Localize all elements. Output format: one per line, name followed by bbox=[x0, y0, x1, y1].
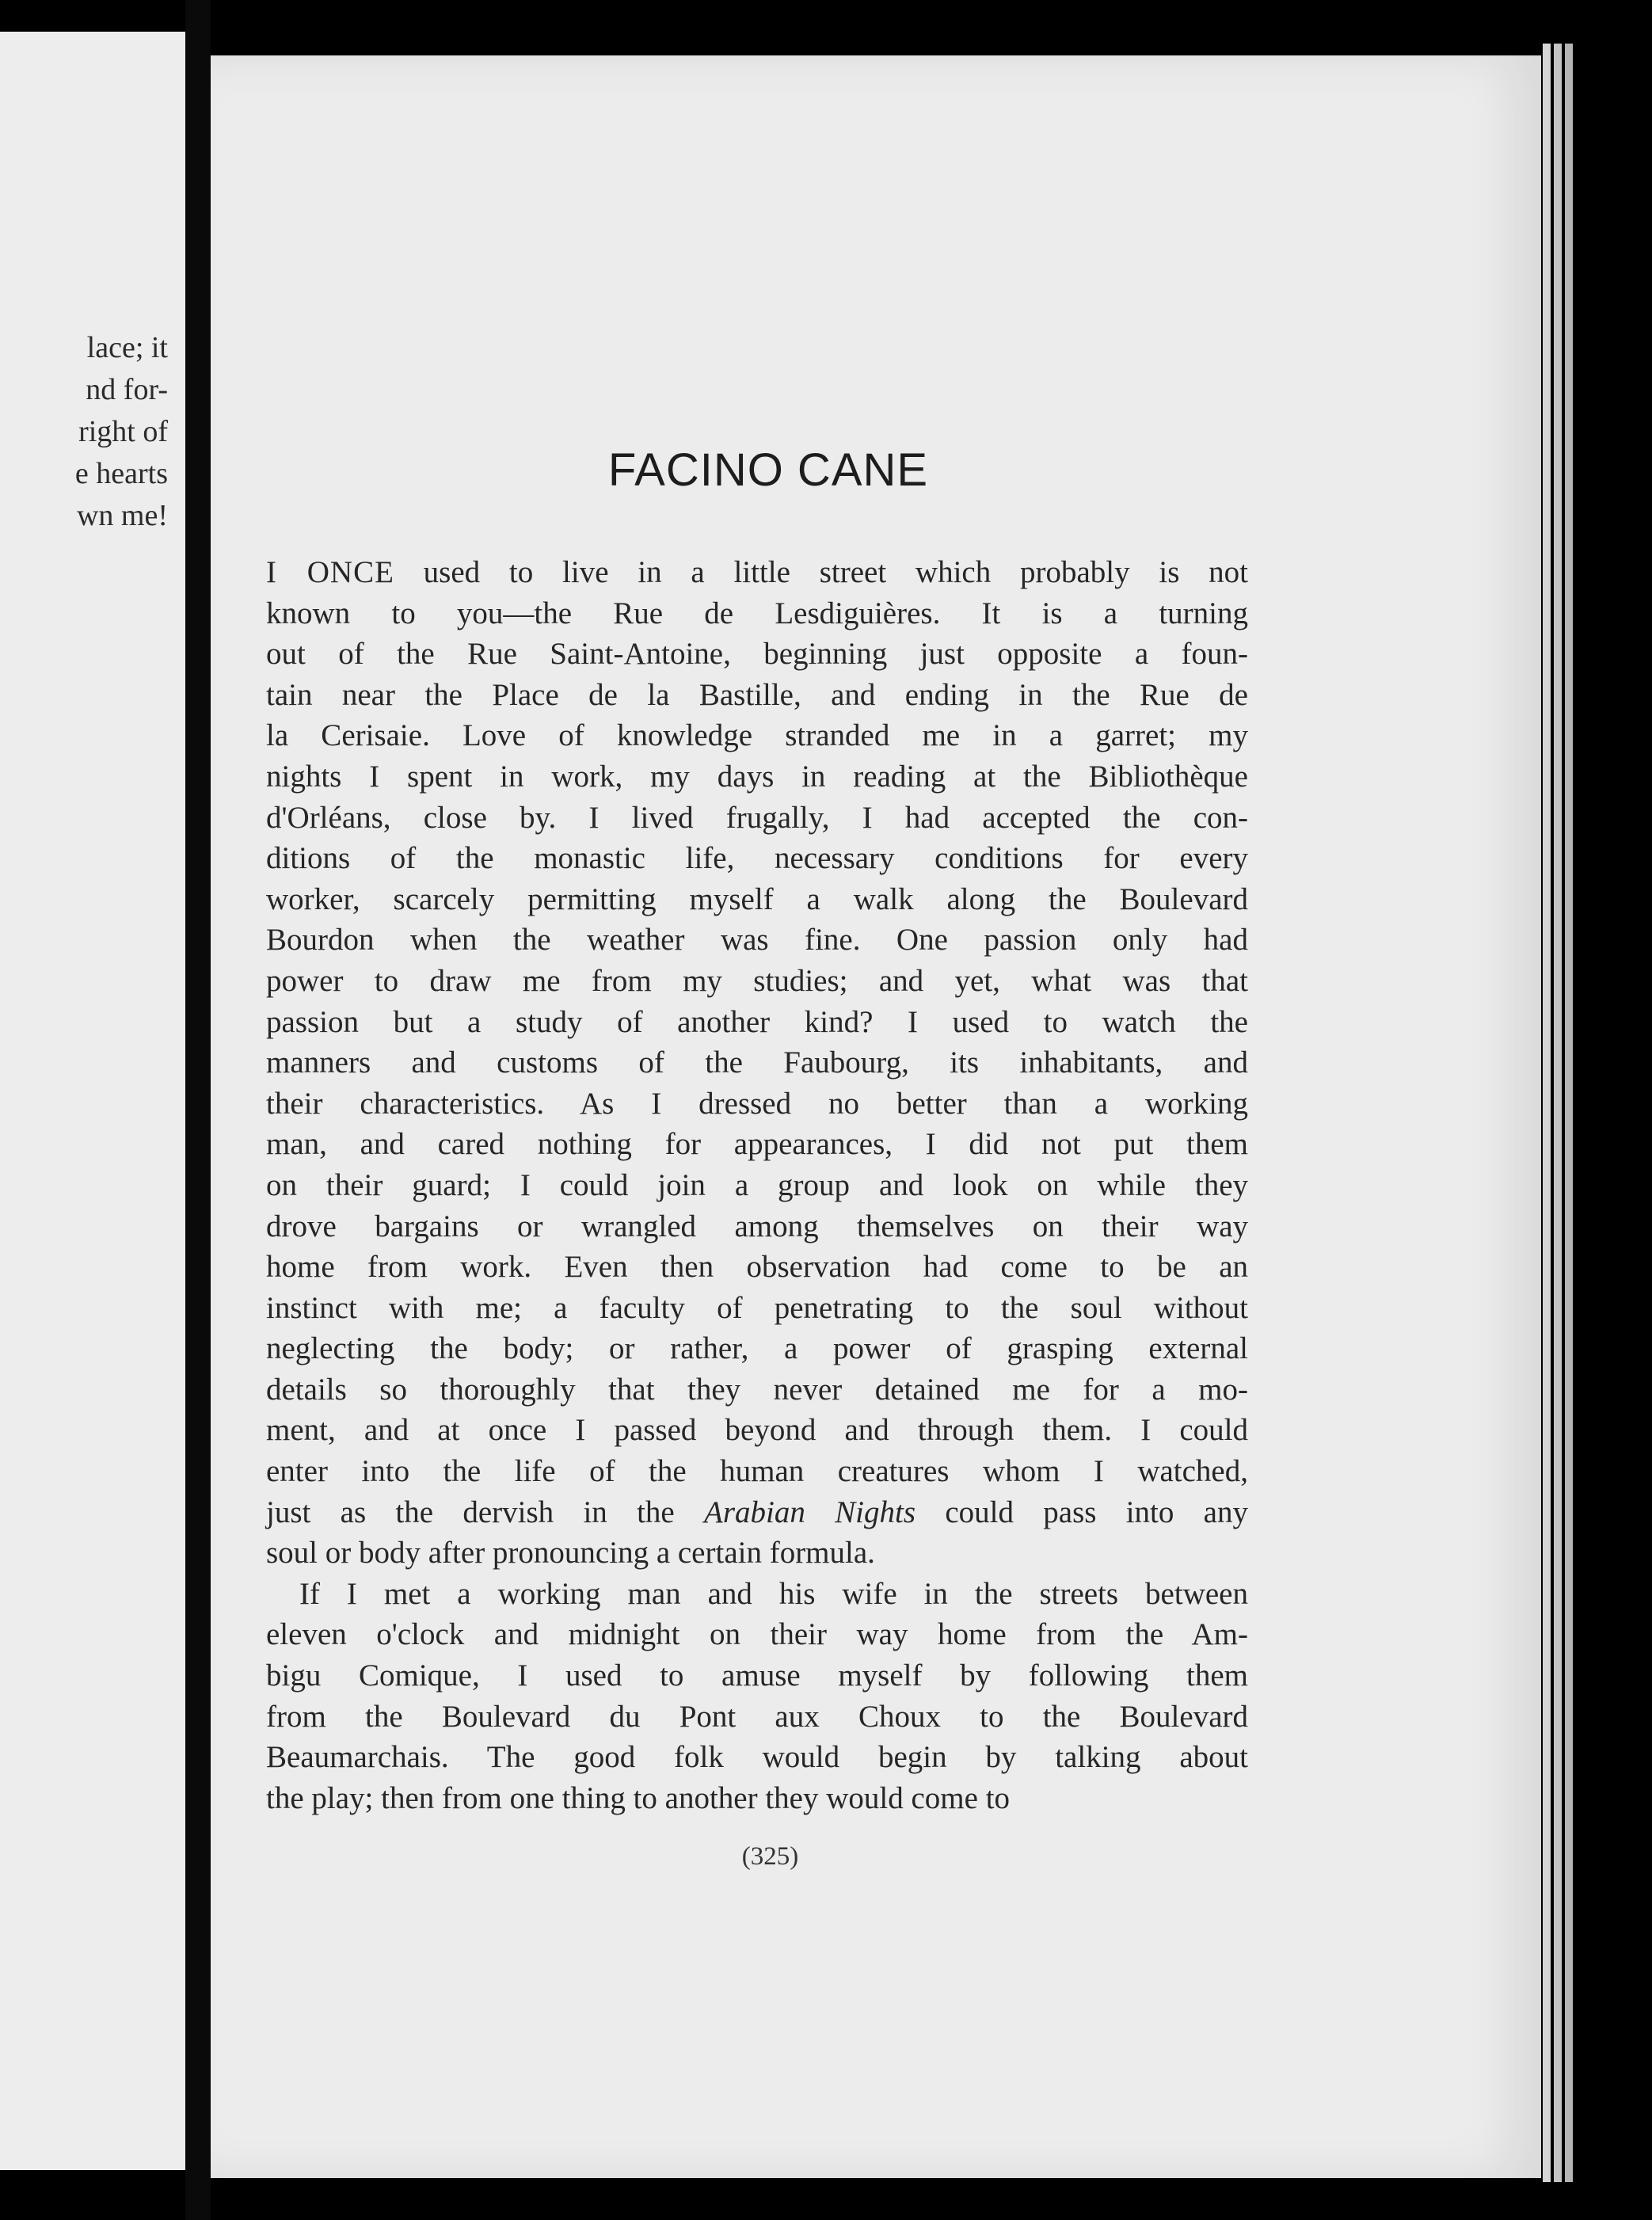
text-segment: ment, and at once I passed beyond and through them. I could bbox=[266, 1413, 1248, 1448]
text-segment: tain near the Place de la Bastille, and ending in the Rue de bbox=[266, 677, 1248, 712]
text-line bbox=[266, 1042, 1248, 1083]
text-segment: the play; then from one thing to another they would come to bbox=[266, 1780, 1011, 1815]
text-segment: used to live in a little street which probably is not bbox=[394, 555, 1248, 589]
text-segment: manners and customs of the Faubourg, its inhabitants, and bbox=[266, 1045, 1248, 1080]
text-line bbox=[266, 1574, 1248, 1615]
text-segment: instinct with me; a faculty of penetrating to the soul without bbox=[266, 1290, 1248, 1325]
text-line bbox=[266, 1451, 1248, 1492]
text-line bbox=[266, 715, 1248, 756]
text-segment: Beaumarchais. The good folk would begin by talking about bbox=[266, 1740, 1248, 1775]
text-segment: man, and cared nothing for appearances, I did not put them bbox=[266, 1127, 1248, 1162]
text-line bbox=[266, 879, 1248, 920]
text-line bbox=[266, 838, 1248, 879]
text-segment: power to draw me from my studies; and yet, what was that bbox=[266, 963, 1248, 998]
text-segment: from the Boulevard du Pont aux Choux to the Boulevard bbox=[266, 1699, 1248, 1734]
text-line bbox=[266, 1247, 1248, 1288]
text-line bbox=[266, 1288, 1248, 1329]
text-segment: drove bargains or wrangled among themselves on their way bbox=[266, 1209, 1248, 1243]
page-edge bbox=[1565, 44, 1573, 2182]
text-segment: details so thoroughly that they never detained me for a mo- bbox=[266, 1372, 1248, 1407]
left-page-fragment: nd for- bbox=[86, 373, 168, 406]
text-line bbox=[266, 1778, 1248, 1819]
text-segment: bigu Comique, I used to amuse myself by following them bbox=[266, 1658, 1248, 1693]
text-segment: enter into the life of the human creatures whom I watched, bbox=[266, 1454, 1248, 1489]
text-line bbox=[266, 1410, 1248, 1451]
text-line bbox=[266, 634, 1248, 675]
chapter-body bbox=[266, 552, 1248, 1818]
text-segment: out of the Rue Saint-Antoine, beginning just opposite a foun- bbox=[266, 637, 1248, 672]
text-segment: home from work. Even then observation had come to be an bbox=[266, 1250, 1248, 1285]
left-page-fragment: right of bbox=[78, 415, 168, 448]
left-page-fragment: lace; it bbox=[86, 331, 168, 364]
text-segment: their characteristics. As I dressed no better than a working bbox=[266, 1086, 1248, 1121]
text-line bbox=[266, 1614, 1248, 1655]
text-segment: on their guard; I could join a group and look on while they bbox=[266, 1167, 1248, 1202]
text-line bbox=[266, 1002, 1248, 1043]
text-line bbox=[266, 1206, 1248, 1247]
text-segment: could pass into any bbox=[915, 1495, 1248, 1529]
text-segment: Bourdon when the weather was fine. One passion only had bbox=[266, 923, 1248, 958]
text-line bbox=[266, 1165, 1248, 1206]
text-segment: d'Orléans, close by. I lived frugally, I had accepted the con- bbox=[266, 800, 1248, 835]
text-segment: neglecting the body; or rather, a power of grasping external bbox=[266, 1331, 1248, 1366]
page-edge bbox=[1554, 44, 1562, 2182]
text-line bbox=[266, 1737, 1248, 1778]
text-segment: worker, scarcely permitting myself a walk along the Boulevard bbox=[266, 882, 1248, 916]
text-segment: la Cerisaie. Love of knowledge stranded me in a garret; my bbox=[266, 718, 1248, 753]
page-edge bbox=[1543, 44, 1551, 2182]
text-line bbox=[266, 552, 1248, 593]
text-line bbox=[266, 1492, 1248, 1533]
text-line bbox=[266, 1083, 1248, 1125]
text-line bbox=[266, 756, 1248, 798]
text-line bbox=[266, 675, 1248, 716]
text-line bbox=[266, 1655, 1248, 1696]
text-segment: If I met a working man and his wife in the streets between bbox=[299, 1576, 1248, 1611]
text-line bbox=[266, 1533, 1248, 1574]
text-line bbox=[266, 920, 1248, 961]
text-line bbox=[266, 593, 1248, 634]
text-line bbox=[266, 1124, 1248, 1165]
page-number: (325) bbox=[741, 1842, 799, 1871]
text-segment: ditions of the monastic life, necessary conditions for every bbox=[266, 841, 1248, 876]
text-line bbox=[266, 1328, 1248, 1369]
text-line bbox=[266, 798, 1248, 839]
text-segment: known to you—the Rue de Lesdiguières. It is a turning bbox=[266, 596, 1248, 630]
text-segment: nights I spent in work, my days in reading at the Bibliothèque bbox=[266, 759, 1248, 794]
left-page-fragment: wn me! bbox=[76, 499, 168, 532]
text-segment: eleven o'clock and midnight on their way home from the Am- bbox=[266, 1617, 1248, 1652]
text-line bbox=[266, 1369, 1248, 1411]
chapter-title: FACINO CANE bbox=[607, 444, 929, 496]
text-line bbox=[266, 961, 1248, 1002]
italic-title: Arabian Nights bbox=[704, 1495, 916, 1529]
text-segment: just as the dervish in the bbox=[266, 1495, 705, 1529]
text-segment: soul or body after pronouncing a certain formula. bbox=[266, 1536, 875, 1571]
text-line bbox=[266, 1696, 1248, 1738]
opening-small-caps: I ONCE bbox=[266, 555, 394, 589]
text-segment: passion but a study of another kind? I used to watch the bbox=[266, 1004, 1248, 1039]
book-gutter bbox=[185, 0, 211, 2220]
left-page-fragment: e hearts bbox=[74, 457, 168, 490]
